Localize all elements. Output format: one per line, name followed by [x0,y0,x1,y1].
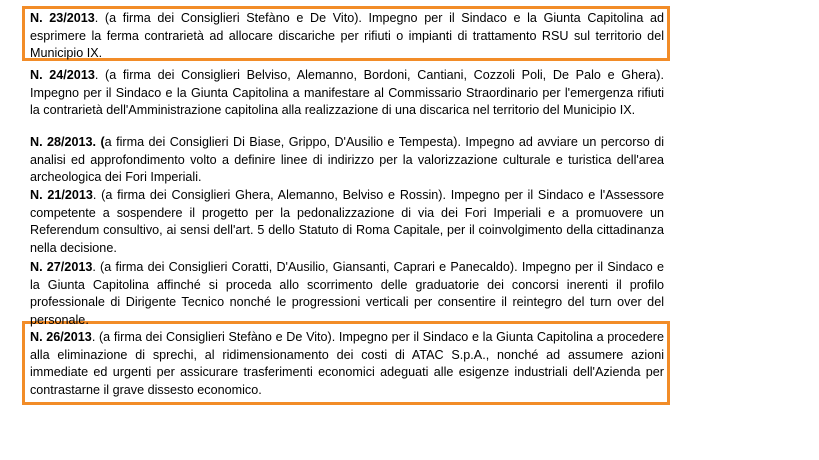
motion-item-23-2013 [30,10,664,63]
motion-text: a firma dei Consiglieri Di Biase, Grippo, D'Ausilio e Tempesta). Impegno ad avviare un percorso di analisi ed approfondimento volto a definire linee di indirizzo per la valorizzazione culturale e turistica dell'area archeologica dei Fori Imperiali. [30,135,664,184]
motion-item-24-2013 [30,67,664,120]
motion-number: N. 21/2013 [30,188,93,202]
motion-text: . (a firma dei Consiglieri Belviso, Alemanno, Bordoni, Cantiani, Cozzoli Poli, De Palo e Ghera). Impegno per il Sindaco e la Giunta Capitolina a manifestare al Commissario Straordinario per l'emergenza rifiuti la contrarietà dell'Amministrazione capitolina alla realizzazione di una discarica nel territorio del Municipio IX. [30,68,664,117]
motion-item-27-2013 [30,259,664,329]
motion-number: N. 26/2013 [30,330,92,344]
motion-text: . (a firma dei Consiglieri Ghera, Alemanno, Belviso e Rossin). Impegno per il Sindaco e l'Assessore competente a sospendere il progetto per la pedonalizzazione di via dei Fori Imperiali e a promuovere un Referendum consultivo, ai sensi dell'art. 5 dello Statuto di Roma Capitale, per il coinvolgimento della cittadinanza nella decisione. [30,188,664,255]
motion-item-21-2013 [30,187,664,257]
motion-item-26-2013 [30,329,664,399]
motion-number: N. 24/2013 [30,68,95,82]
motion-text: . (a firma dei Consiglieri Coratti, D'Ausilio, Giansanti, Caprari e Panecaldo). Impegno per il Sindaco e la Giunta Capitolina affinché si proceda allo scorrimento delle graduatorie dei concorsi inerenti il profilo professionale di Dirigente Tecnico nonché le progressioni verticali per consentire il reintegro del turn over del personale. [30,260,664,327]
motion-text: . (a firma dei Consiglieri Stefàno e De Vito). Impegno per il Sindaco e la Giunta Capitolina ad esprimere la ferma contrarietà ad allocare discariche per rifiuti o impianti di trattamento RSU sul territorio del Municipio IX. [30,11,664,60]
motion-number: N. 27/2013 [30,260,93,274]
motion-text: . (a firma dei Consiglieri Stefàno e De Vito). Impegno per il Sindaco e la Giunta Capitolina a procedere alla eliminazione di sprechi, al ridimensionamento dei costi di ATAC S.p.A., nonché ad assumere azioni immediate ed urgenti per assicurare trasferimenti economici adeguati alle esigenze industriali dell'Azienda per contrastarne il grave dissesto economico. [30,330,664,397]
motion-item-28-2013 [30,134,664,187]
motion-number: N. 28/2013. ( [30,135,105,149]
motion-number: N. 23/2013 [30,11,95,25]
